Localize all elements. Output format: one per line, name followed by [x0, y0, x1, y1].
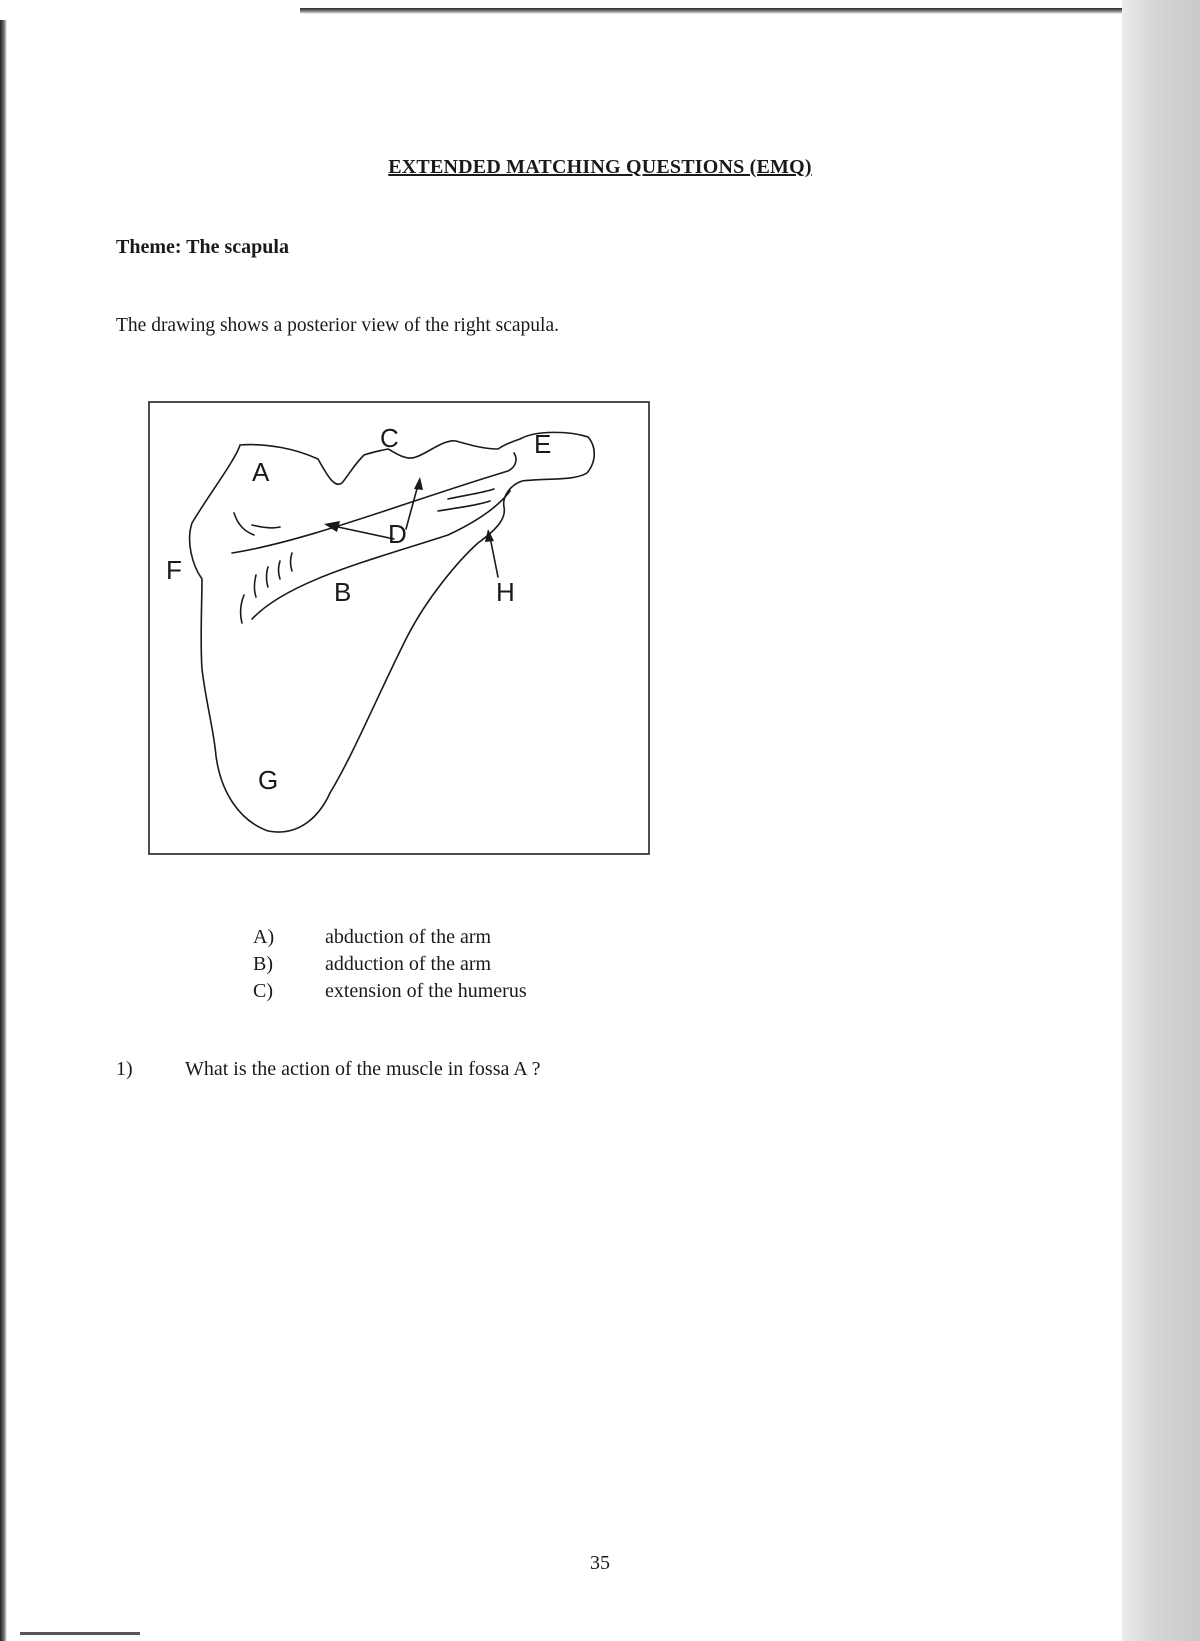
option-text: adduction of the arm [325, 953, 492, 975]
option-b [253, 951, 527, 978]
scapula-diagram [148, 401, 650, 855]
label-h: H [496, 577, 515, 607]
scan-left-edge [0, 20, 7, 1641]
theme-heading: Theme: The scapula [116, 236, 289, 258]
label-f: F [166, 555, 182, 585]
label-e: E [534, 429, 552, 459]
scan-bottom-edge [20, 1632, 140, 1635]
label-g: G [258, 765, 279, 795]
scan-top-edge [300, 8, 1200, 14]
question-1 [116, 1058, 540, 1081]
option-letter: C) [253, 980, 273, 1002]
answer-options [253, 924, 527, 1005]
label-d: D [388, 519, 407, 549]
question-number: 1) [116, 1058, 133, 1080]
label-c: C [380, 423, 399, 453]
option-text: abduction of the arm [325, 926, 492, 948]
option-a [253, 924, 527, 951]
scan-right-shadow [1122, 0, 1200, 1641]
question-text: What is the action of the muscle in fossa A ? [185, 1058, 541, 1080]
option-c [253, 978, 527, 1005]
intro-text: The drawing shows a posterior view of the right scapula. [116, 315, 559, 336]
label-a: A [252, 457, 270, 487]
option-letter: B) [253, 953, 273, 975]
label-b: B [334, 577, 352, 607]
option-letter: A) [253, 926, 275, 948]
option-text: extension of the humerus [325, 980, 527, 1002]
page-title: EXTENDED MATCHING QUESTIONS (EMQ) [388, 156, 812, 178]
page-number: 35 [590, 1552, 610, 1574]
